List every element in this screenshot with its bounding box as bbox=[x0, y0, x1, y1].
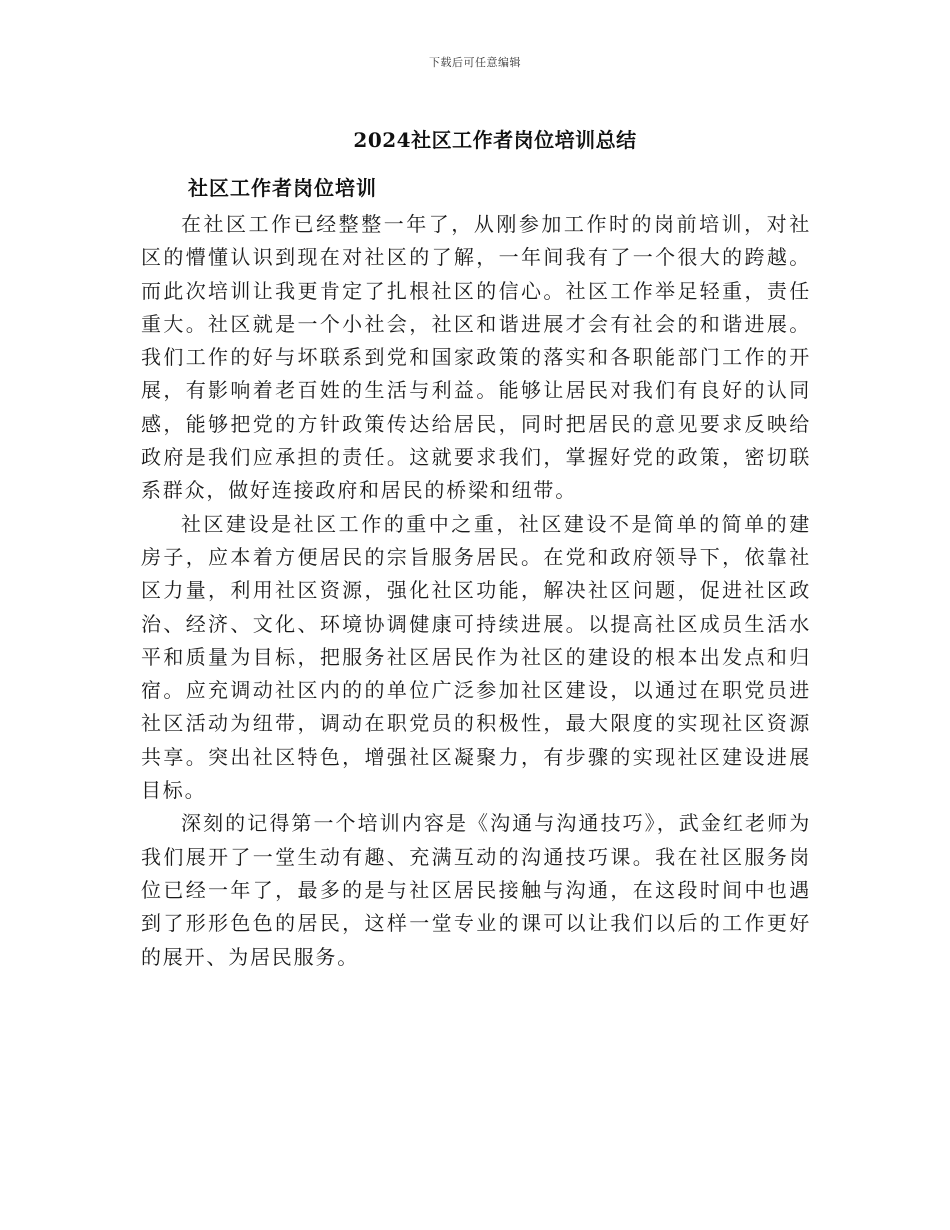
document-body bbox=[141, 208, 811, 974]
paragraph-2: 社区建设是社区工作的重中之重，社区建设不是简单的简单的建房子，应本着方便居民的宗旨服务居民。在党和政府领导下，依靠社区力量，利用社区资源，强化社区功能，解决社区问题，促进社区政治、经济、文化、环境协调健康可持续进展。以提高社区成员生活水平和质量为目标，把服务社区居民作为社区的建设的根本出发点和归宿。应充调动社区内的的单位广泛参加社区建设，以通过在职党员进社区活动为纽带，调动在职党员的积极性，最大限度的实现社区资源共享。突出社区特色，增强社区凝聚力，有步骤的实现社区建设进展目标。 bbox=[141, 511, 811, 803]
paragraph-3: 深刻的记得第一个培训内容是《沟通与沟通技巧》，武金红老师为我们展开了一堂生动有趣、充满互动的沟通技巧课。我在社区服务岗位已经一年了，最多的是与社区居民接触与沟通，在这段时间中也遇到了形形色色的居民，这样一堂专业的课可以让我们以后的工作更好的展开、为居民服务。 bbox=[141, 811, 811, 969]
paragraph-1: 在社区工作已经整整一年了，从刚参加工作时的岗前培训，对社区的懵懂认识到现在对社区的了解，一年间我有了一个很大的跨越。而此次培训让我更肯定了扎根社区的信心。社区工作举足轻重，责任重大。社区就是一个小社会，社区和谐进展才会有社会的和谐进展。我们工作的好与坏联系到党和国家政策的落实和各职能部门工作的开展，有影响着老百姓的生活与利益。能够让居民对我们有良好的认同感，能够把党的方针政策传达给居民，同时把居民的意见要求反映给政府是我们应承担的责任。这就要求我们，掌握好党的政策，密切联系群众，做好连接政府和居民的桥梁和纽带。 bbox=[141, 212, 811, 503]
section-heading: 社区工作者岗位培训 bbox=[188, 176, 377, 200]
header-note: 下载后可任意编辑 bbox=[429, 56, 521, 69]
document-title: 2024社区工作者岗位培训总结 bbox=[353, 128, 637, 152]
